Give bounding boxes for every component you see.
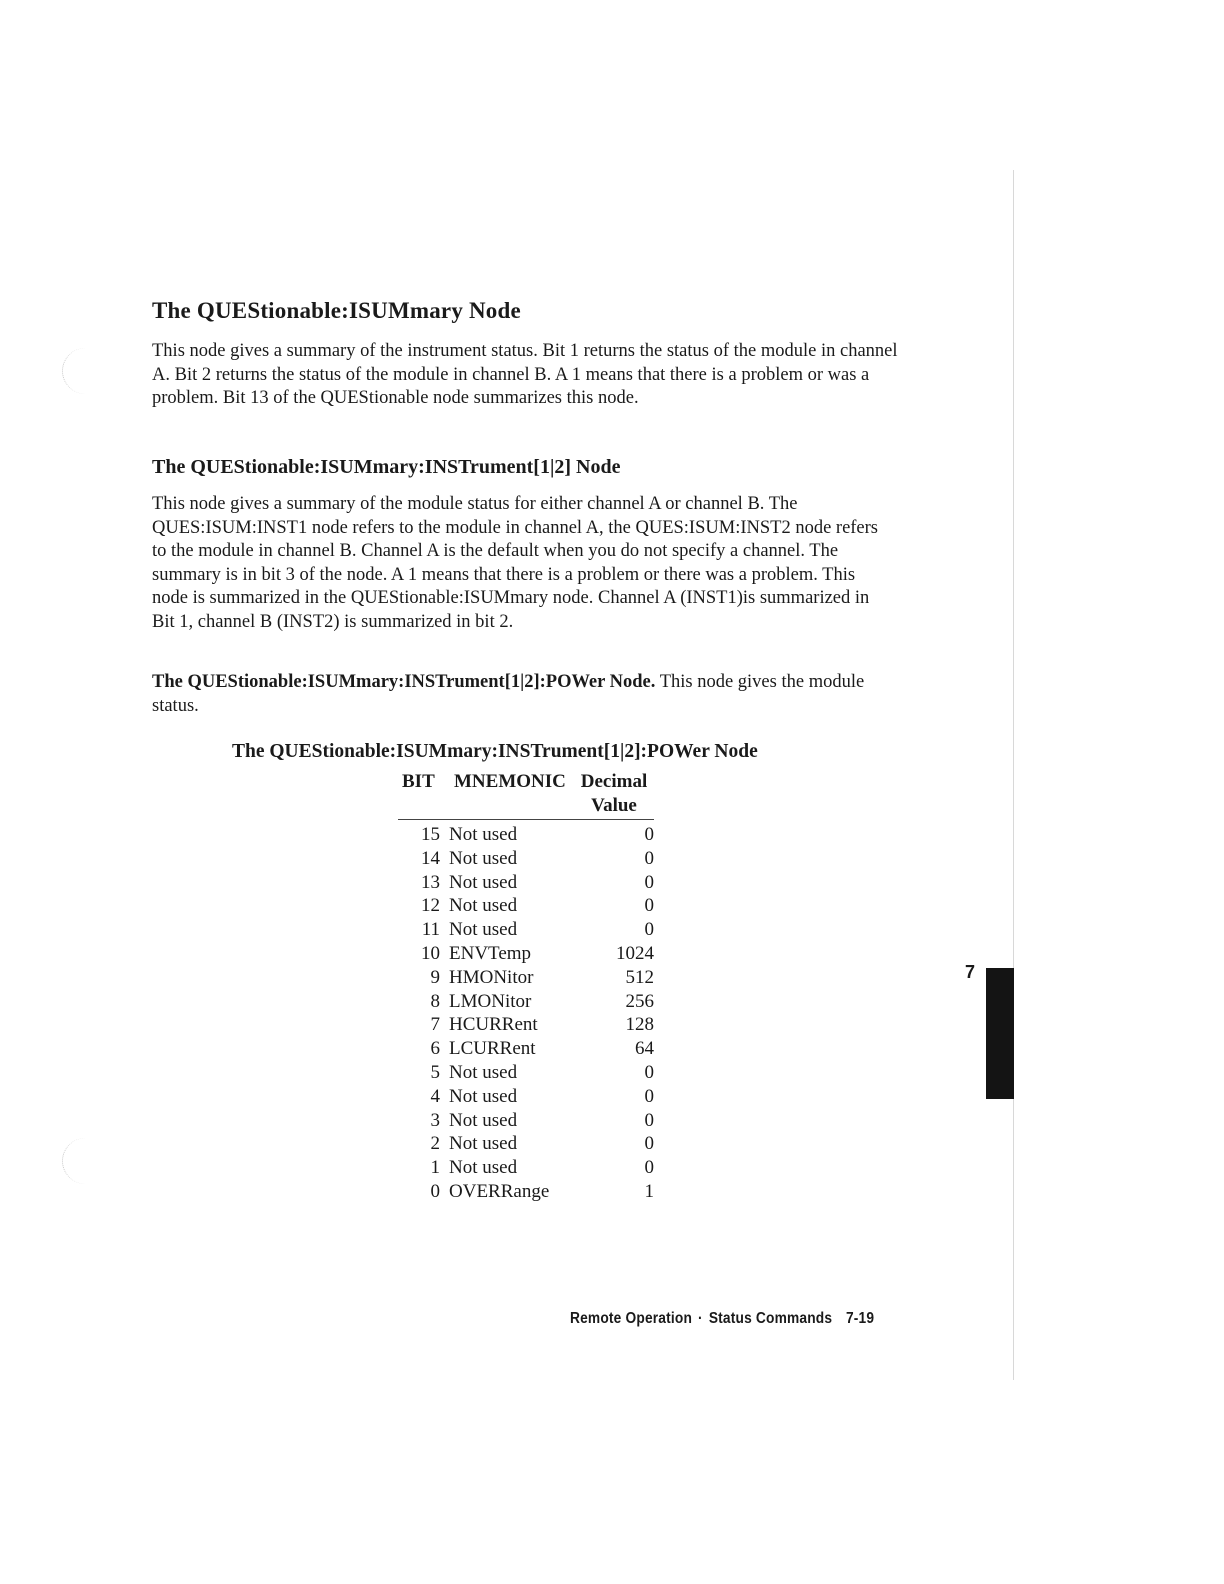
cell-mnemonic: LMONitor [449, 990, 532, 1012]
cell-bit: 3 [430, 1109, 440, 1131]
cell-mnemonic: Not used [449, 1133, 518, 1155]
cell-bit: 8 [430, 990, 440, 1012]
cell-mnemonic: Not used [449, 1061, 518, 1083]
cell-decimal: 0 [644, 919, 654, 941]
table-row [398, 1109, 654, 1133]
cell-bit: 10 [421, 942, 440, 964]
footer-separator: · [698, 1310, 703, 1327]
subsection-paragraph: This node gives a summary of the module status for either channel A or channel B. The QUES:ISUM:INST1 node refers to the module in channel A, the QUES:ISUM:INST2 node refers to the module in channel B. Channel A is the default when you do not specify a channel. The summary is in bit 3 of the node. A 1 means that there is a problem or there was a problem. This node is summarized in the QUEStionable:ISUMmary node. Channel A (INST1)is summarized in Bit 1, channel B (INST2) is summarized in bit 2. [152, 494, 879, 632]
cell-mnemonic: Not used [449, 847, 518, 869]
cell-bit: 15 [421, 824, 440, 845]
cell-mnemonic: OVERRange [449, 1180, 550, 1202]
cell-bit: 5 [430, 1061, 440, 1083]
cell-bit: 13 [421, 871, 440, 893]
subsection-heading: The QUEStionable:ISUMmary:INSTrument[1|2] Node [152, 456, 621, 478]
cell-decimal: 512 [625, 966, 654, 988]
cell-bit: 14 [421, 847, 440, 869]
cell-decimal: 0 [644, 895, 654, 917]
cell-bit: 1 [430, 1157, 440, 1179]
chapter-tab-marker [986, 968, 1014, 1099]
punch-hole-mark [62, 348, 109, 394]
table-row [398, 1061, 654, 1085]
cell-bit: 9 [430, 966, 440, 988]
page-footer [570, 1310, 874, 1328]
cell-mnemonic: ENVTemp [449, 942, 532, 964]
cell-mnemonic: Not used [449, 895, 518, 917]
cell-decimal: 256 [625, 990, 654, 1012]
cell-decimal: 0 [644, 1157, 654, 1179]
cell-decimal: 64 [635, 1038, 654, 1060]
cell-decimal: 0 [644, 1061, 654, 1083]
table-title: The QUEStionable:ISUMmary:INSTrument[1|2]:POWer Node [232, 741, 758, 762]
header-value: Value [574, 794, 654, 820]
header-bit: BIT [402, 771, 435, 792]
cell-mnemonic: Not used [449, 1085, 518, 1107]
cell-bit: 0 [430, 1180, 440, 1202]
header-decimal: Decimal [580, 771, 648, 792]
table-row [398, 1085, 654, 1109]
page-edge-rule [1013, 170, 1014, 1380]
cell-bit: 2 [430, 1133, 440, 1155]
table-row [398, 942, 654, 966]
power-node-text: This node gives the module status. [152, 672, 865, 716]
cell-mnemonic: HMONitor [449, 966, 534, 988]
cell-mnemonic: Not used [449, 824, 518, 845]
cell-decimal: 0 [644, 1109, 654, 1131]
header-spacer [449, 794, 574, 820]
cell-decimal: 0 [644, 847, 654, 869]
punch-hole-mark [62, 1138, 109, 1184]
table-row [398, 918, 654, 942]
cell-decimal: 0 [644, 824, 654, 845]
header-mnemonic: MNEMONIC [454, 771, 566, 792]
table-row [398, 990, 654, 1014]
cell-bit: 7 [430, 1014, 440, 1036]
footer-section: Status Commands [708, 1310, 833, 1327]
cell-mnemonic: HCURRent [449, 1014, 538, 1036]
table-row [398, 1180, 654, 1204]
cell-bit: 11 [421, 919, 440, 941]
table-row [398, 820, 654, 847]
table-row [398, 1156, 654, 1180]
table-row [398, 966, 654, 990]
cell-decimal: 1 [644, 1180, 654, 1202]
power-node-run-in-heading: The QUEStionable:ISUMmary:INSTrument[1|2]:POWer Node. [152, 672, 656, 692]
footer-chapter: Remote Operation [570, 1310, 693, 1327]
cell-decimal: 1024 [616, 942, 654, 964]
cell-bit: 12 [421, 895, 440, 917]
cell-mnemonic: Not used [449, 1157, 518, 1179]
table-row [398, 847, 654, 871]
table-row [398, 871, 654, 895]
table-row [398, 1037, 654, 1061]
page-number: 7-19 [845, 1310, 875, 1327]
table-row [398, 894, 654, 918]
section-paragraph: This node gives a summary of the instrument status. Bit 1 returns the status of the module in channel A. Bit 2 returns the status of the module in channel B. A 1 means that there is a problem or was a problem. Bit 13 of the QUEStionable node summarizes this node. [152, 341, 898, 409]
cell-decimal: 128 [625, 1014, 654, 1036]
header-spacer [398, 794, 449, 820]
cell-mnemonic: LCURRent [449, 1038, 536, 1060]
cell-decimal: 0 [644, 1085, 654, 1107]
chapter-tab-number: 7 [965, 962, 976, 982]
table-row [398, 1013, 654, 1037]
cell-mnemonic: Not used [449, 871, 518, 893]
bit-table [398, 770, 654, 1204]
cell-bit: 4 [430, 1085, 440, 1107]
cell-decimal: 0 [644, 1133, 654, 1155]
cell-decimal: 0 [644, 871, 654, 893]
cell-bit: 6 [430, 1038, 440, 1060]
table-row [398, 1132, 654, 1156]
cell-mnemonic: Not used [449, 1109, 518, 1131]
power-node-paragraph [152, 671, 912, 718]
cell-mnemonic: Not used [449, 919, 518, 941]
section-heading: The QUEStionable:ISUMmary Node [152, 298, 521, 323]
